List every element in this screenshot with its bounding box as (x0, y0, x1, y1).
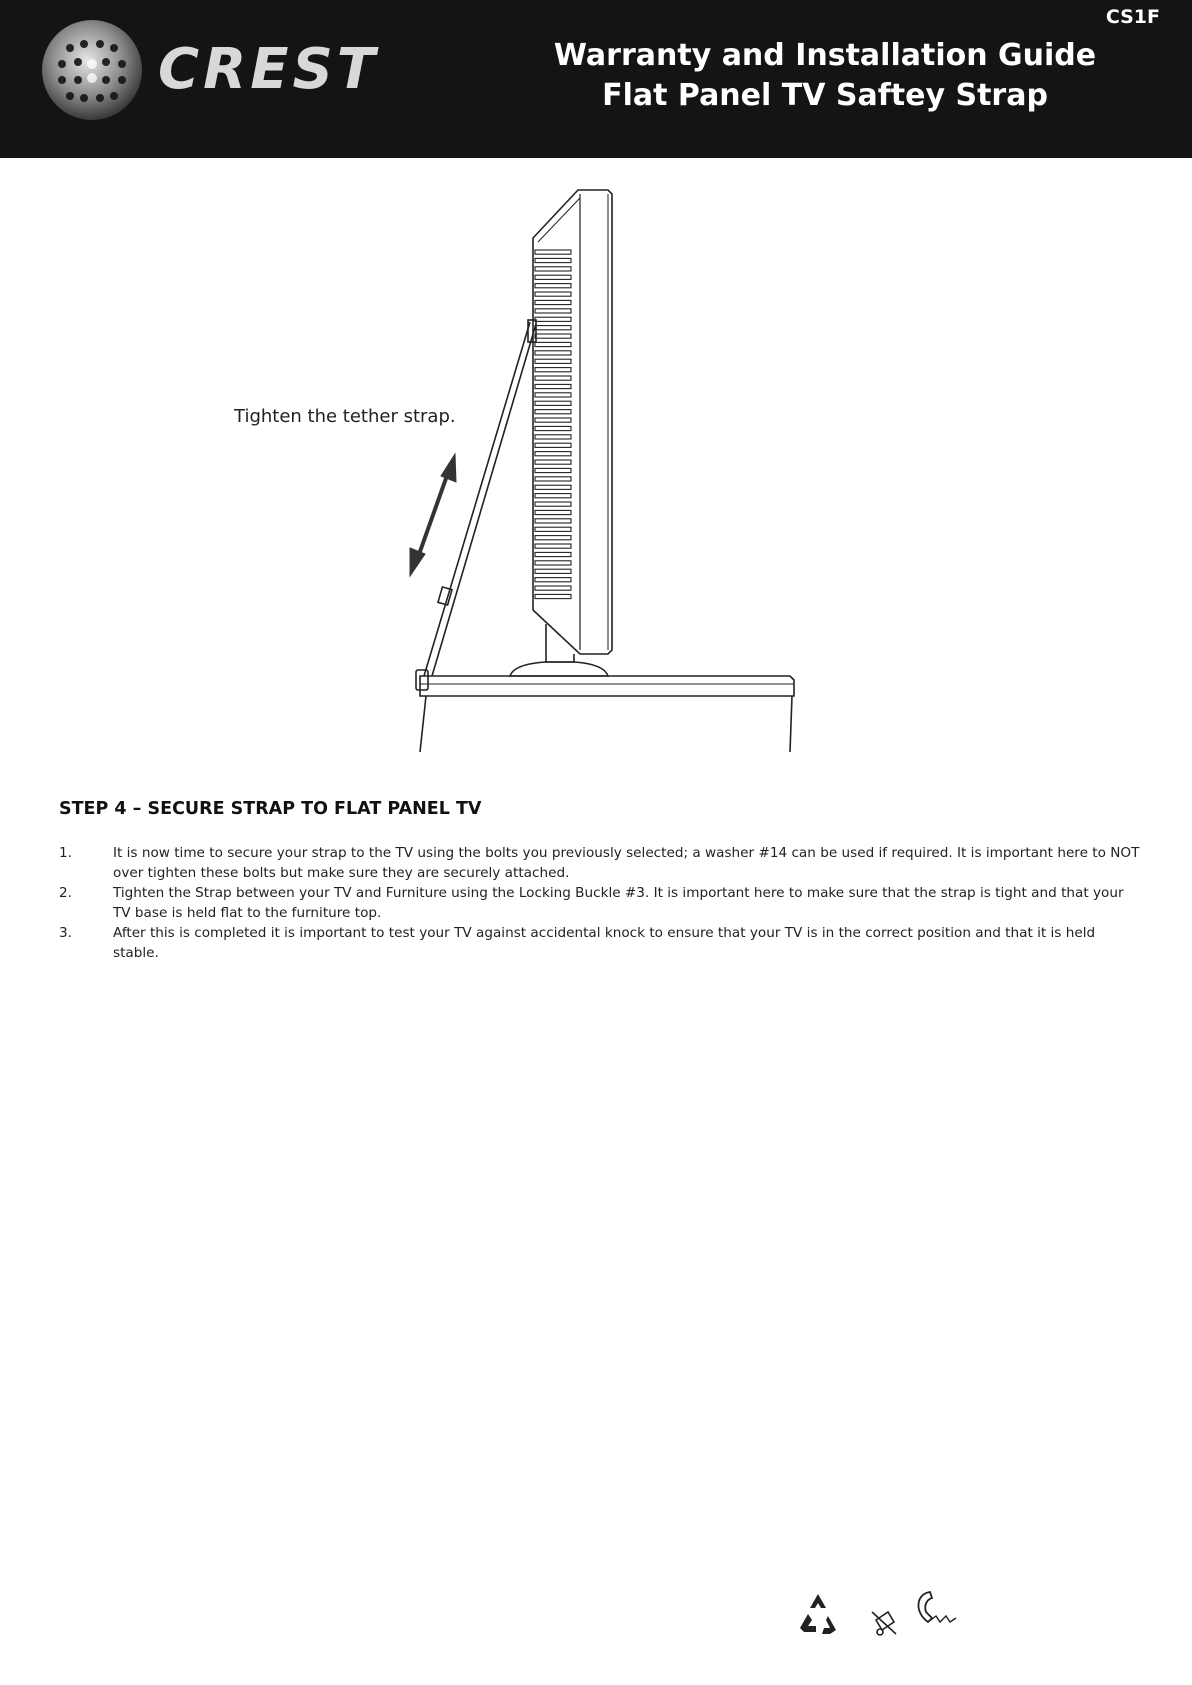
vent-slot (535, 426, 571, 430)
brand-logo (40, 18, 380, 122)
tv-stand-base (510, 662, 608, 676)
vent-slot (535, 292, 571, 296)
vent-slot (535, 326, 571, 330)
vent-slot (535, 284, 571, 288)
vent-slot (535, 477, 571, 481)
vent-slot (535, 485, 571, 489)
strap-bracket-furniture (416, 670, 428, 690)
step-heading: STEP 4 – SECURE STRAP TO FLAT PANEL TV (59, 799, 482, 819)
furniture-top (420, 676, 794, 696)
list-item (59, 883, 1144, 923)
step-text: Tighten the Strap between your TV and Furniture using the Locking Buckle #3. It is important here to make sure that the strap is tight and that your TV base is held flat to the furniture top. (113, 885, 1124, 921)
page-header (0, 0, 1192, 158)
vent-slot (535, 536, 571, 540)
title-line-2: Flat Panel TV Saftey Strap (602, 78, 1048, 113)
vent-slot (535, 309, 571, 313)
step-number: 1. (59, 845, 72, 861)
vent-slot (535, 250, 571, 254)
vent-slot (535, 510, 571, 514)
title-line-1: Warranty and Installation Guide (553, 38, 1097, 73)
model-code: CS1F (1105, 6, 1160, 28)
vent-slot (535, 300, 571, 304)
vent-slot (535, 519, 571, 523)
vent-slot (535, 317, 571, 321)
step-text: It is now time to secure your strap to the TV using the bolts you previously selected; a washer #14 can be used if required. It is important here to NOT over tighten these bolts but make sure they are securely attached. (113, 845, 1140, 881)
phone-icon (918, 1592, 956, 1622)
tv-vent-slots (535, 250, 571, 599)
vent-slot (535, 334, 571, 338)
vent-slot (535, 401, 571, 405)
vent-slot (535, 351, 571, 355)
footer-icons (790, 1582, 980, 1652)
vent-slot (535, 435, 571, 439)
vent-slot (535, 342, 571, 346)
tv-stand-neck (546, 624, 574, 662)
vent-slot (535, 393, 571, 397)
vent-slot (535, 594, 571, 598)
furniture-right-side (790, 696, 792, 752)
list-item (59, 923, 1144, 963)
vent-slot (535, 544, 571, 548)
globe-logo-icon (40, 18, 144, 122)
vent-slot (535, 502, 571, 506)
vent-slot (535, 410, 571, 414)
vent-slot (535, 376, 571, 380)
brand-name: CREST (158, 37, 380, 102)
list-item (59, 843, 1144, 883)
tighten-arrow-icon (410, 454, 456, 576)
vent-slot (535, 267, 571, 271)
vent-slot (535, 368, 571, 372)
strap-buckle (438, 587, 452, 605)
vent-slot (535, 418, 571, 422)
step-text: After this is completed it is important to test your TV against accidental knock to ensure that your TV is in the correct position and that it is held stable. (113, 925, 1096, 961)
installation-illustration (0, 180, 1192, 760)
vent-slot (535, 494, 571, 498)
figure-caption: Tighten the tether strap. (234, 406, 456, 427)
recycle-icon (800, 1594, 836, 1634)
wheelie-bin-icon (872, 1612, 896, 1635)
vent-slot (535, 586, 571, 590)
vent-slot (535, 443, 571, 447)
step-list (59, 843, 1144, 963)
vent-slot (535, 384, 571, 388)
vent-slot (535, 258, 571, 262)
vent-slot (535, 569, 571, 573)
vent-slot (535, 578, 571, 582)
vent-slot (535, 527, 571, 531)
vent-slot (535, 561, 571, 565)
vent-slot (535, 275, 571, 279)
step-number: 2. (59, 885, 72, 901)
page-title (530, 36, 1120, 116)
furniture-left-side (420, 696, 426, 752)
step-number: 3. (59, 925, 72, 941)
vent-slot (535, 552, 571, 556)
vent-slot (535, 452, 571, 456)
tv-strap-diagram (0, 180, 1192, 760)
vent-slot (535, 359, 571, 363)
vent-slot (535, 460, 571, 464)
vent-slot (535, 468, 571, 472)
